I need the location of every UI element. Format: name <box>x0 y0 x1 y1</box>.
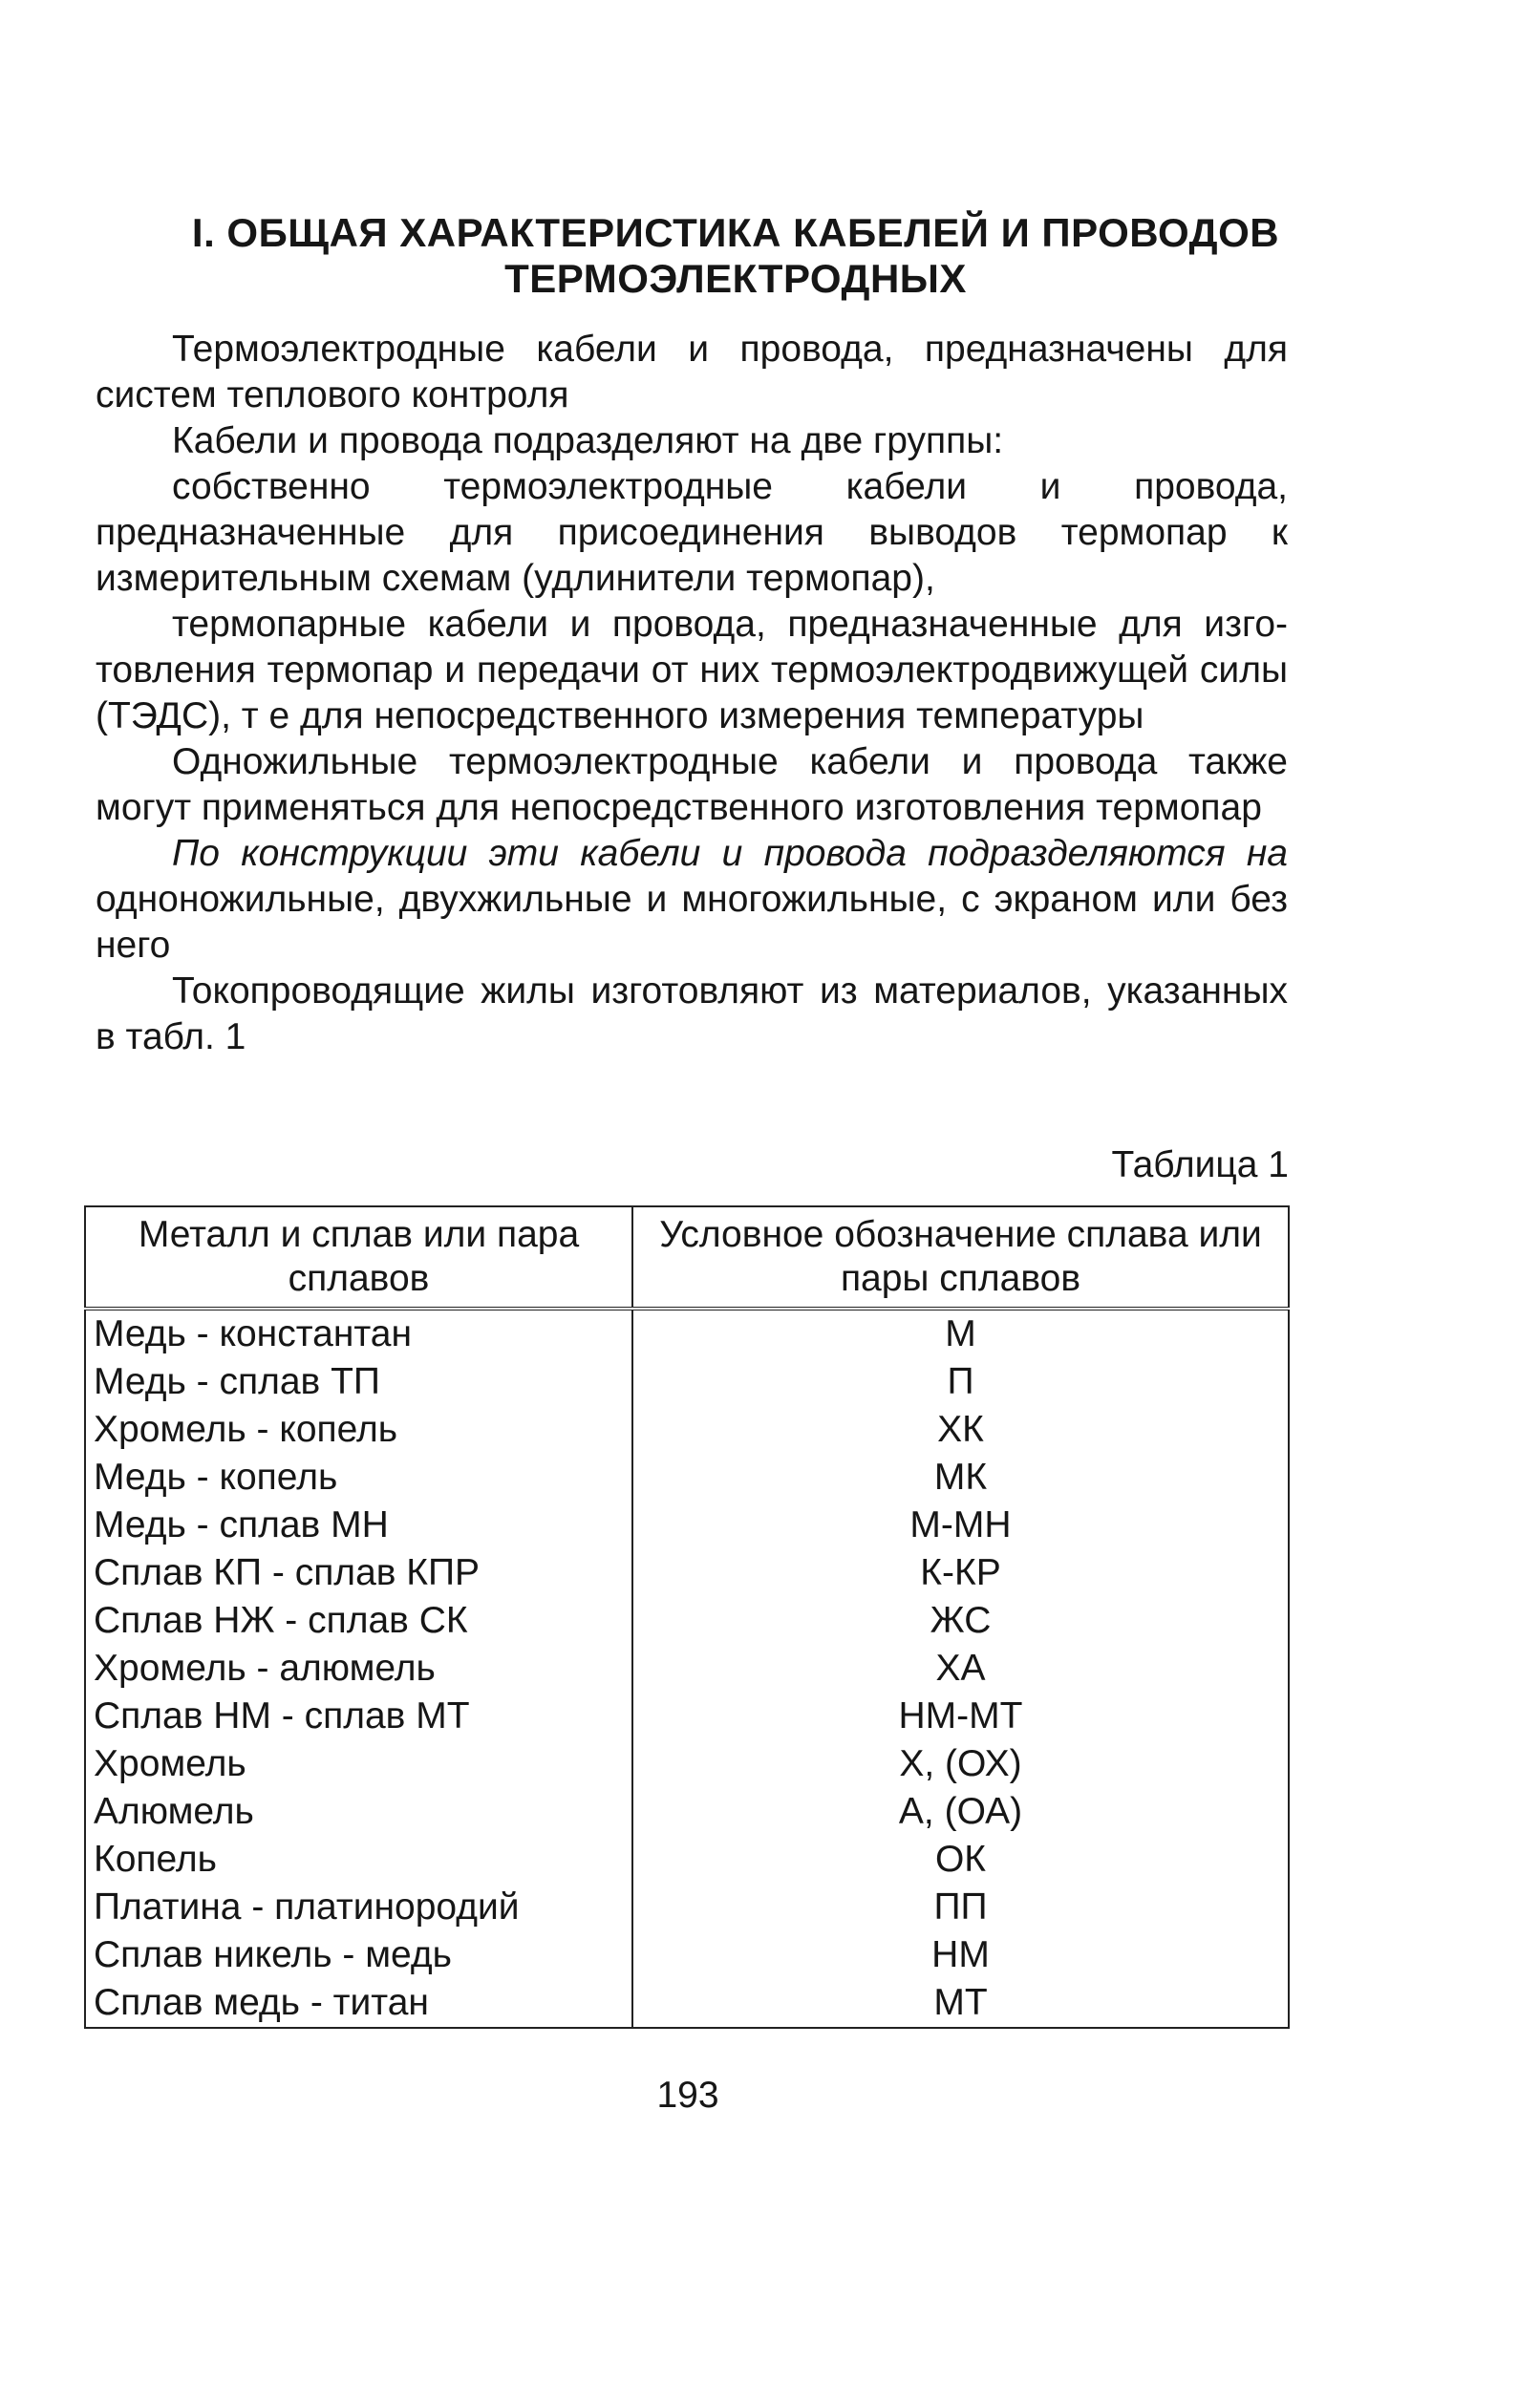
cell-code: НМ <box>632 1931 1289 1979</box>
table-row <box>85 1645 1289 1693</box>
cell-material: Сплав КП - сплав КПР <box>85 1549 632 1597</box>
body-text <box>96 327 1288 1060</box>
table-row <box>85 1788 1289 1836</box>
cell-code: ПП <box>632 1884 1289 1931</box>
table-row <box>85 1597 1289 1645</box>
page-number: 193 <box>656 2075 719 2116</box>
table-row <box>85 1406 1289 1454</box>
cell-material: Сплав НМ - сплав МТ <box>85 1693 632 1740</box>
table-caption: Таблица 1 <box>1111 1144 1289 1185</box>
cell-code: НМ-МТ <box>632 1693 1289 1740</box>
cell-material: Копель <box>85 1836 632 1884</box>
cell-code: ЖС <box>632 1597 1289 1645</box>
table-row <box>85 1502 1289 1549</box>
cell-code: Х, (ОХ) <box>632 1740 1289 1788</box>
paragraph-single-core: Одножильные термоэлектродные кабели и провода также могут применяться для непосредственного изготовления термопар <box>96 741 1288 828</box>
header-code: Условное обозначение сплава или пары сплавов <box>632 1206 1289 1309</box>
cell-code: ОК <box>632 1836 1289 1884</box>
cell-code: ХК <box>632 1406 1289 1454</box>
cell-material: Сплав НЖ - сплав СК <box>85 1597 632 1645</box>
cell-material: Медь - копель <box>85 1454 632 1502</box>
table-row <box>85 1931 1289 1979</box>
cell-material: Хромель - алюмель <box>85 1645 632 1693</box>
table-header-row <box>85 1206 1289 1309</box>
section-title-line-1: I. ОБЩАЯ ХАРАКТЕРИСТИКА КАБЕЛЕЙ И ПРОВОДОВ <box>191 210 1280 255</box>
table-row <box>85 1836 1289 1884</box>
cell-material: Сплав никель - медь <box>85 1931 632 1979</box>
cell-material: Хромель - копель <box>85 1406 632 1454</box>
construction-italic-lead: По конструкции эти кабели и провода подразделяются на <box>172 833 1288 874</box>
cell-material: Медь - сплав ТП <box>85 1358 632 1406</box>
paragraph-construction <box>96 831 1288 969</box>
cell-material: Медь - сплав МН <box>85 1502 632 1549</box>
paragraph-group-extension: собственно термоэлектродные кабели и провода, предназначенные для присоединения выводов термопар к измерительным схемам (удлинители термопар), <box>96 466 1288 599</box>
paragraph-materials: Токопроводящие жилы изготовляют из материалов, указанных в табл. 1 <box>96 970 1288 1057</box>
construction-rest: одноножильные, двухжильные и многожильные, с экраном или без него <box>96 879 1288 966</box>
cell-code: М <box>632 1309 1289 1358</box>
header-material: Металл и сплав или пара сплавов <box>85 1206 632 1309</box>
cell-code: П <box>632 1358 1289 1406</box>
cell-code: МТ <box>632 1979 1289 2028</box>
table-row <box>85 1358 1289 1406</box>
materials-table <box>84 1205 1290 2029</box>
table-row <box>85 1549 1289 1597</box>
table-row <box>85 1979 1289 2028</box>
cell-code: ХА <box>632 1645 1289 1693</box>
cell-material: Сплав медь - титан <box>85 1979 632 2028</box>
paragraph-group-thermocouple: термопарные кабели и провода, предназначенные для изго-товления термопар и передачи от них термоэлектродвижущей силы (ТЭДС), т е для непосредственного измерения температуры <box>96 604 1288 736</box>
table-row <box>85 1740 1289 1788</box>
cell-code: МК <box>632 1454 1289 1502</box>
table-row <box>85 1454 1289 1502</box>
section-title-line-2: ТЕРМОЭЛЕКТРОДНЫХ <box>504 256 967 301</box>
cell-code: М-МН <box>632 1502 1289 1549</box>
paragraph-purpose: Термоэлектродные кабели и провода, предназначены для систем теплового контроля <box>96 329 1288 416</box>
cell-code: А, (ОА) <box>632 1788 1289 1836</box>
cell-material: Хромель <box>85 1740 632 1788</box>
cell-code: К-КР <box>632 1549 1289 1597</box>
table-row <box>85 1884 1289 1931</box>
cell-material: Медь - константан <box>85 1309 632 1358</box>
cell-material: Алюмель <box>85 1788 632 1836</box>
table-row <box>85 1693 1289 1740</box>
table-row <box>85 1309 1289 1358</box>
paragraph-groups-intro: Кабели и провода подразделяют на две группы: <box>172 420 1004 461</box>
cell-material: Платина - платинородий <box>85 1884 632 1931</box>
